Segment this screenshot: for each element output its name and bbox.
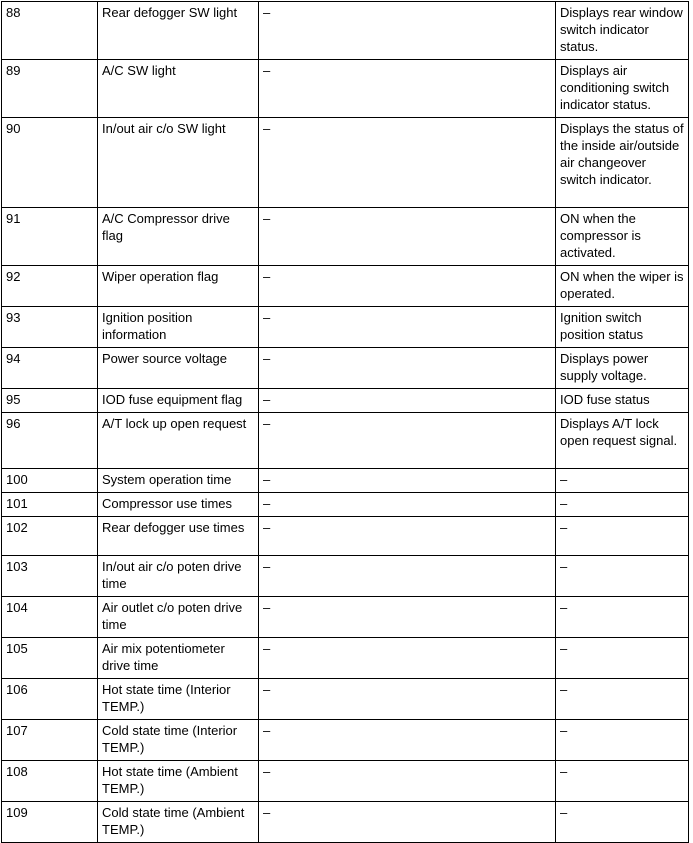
item-name: Ignition position information <box>98 307 259 348</box>
item-value: – <box>259 802 556 843</box>
item-name: A/C SW light <box>98 60 259 118</box>
item-value: – <box>259 556 556 597</box>
item-name: Air outlet c/o poten drive time <box>98 597 259 638</box>
item-value: – <box>259 266 556 307</box>
item-name: A/C Compressor drive flag <box>98 208 259 266</box>
item-name: IOD fuse equipment flag <box>98 389 259 413</box>
item-value: – <box>259 679 556 720</box>
table-row <box>2 208 689 266</box>
item-name: Wiper operation flag <box>98 266 259 307</box>
item-value: – <box>259 307 556 348</box>
item-number: 93 <box>2 307 98 348</box>
item-description: – <box>556 638 689 679</box>
item-value: – <box>259 761 556 802</box>
item-value: – <box>259 469 556 493</box>
item-description: ON when the compressor is activated. <box>556 208 689 266</box>
table-row <box>2 802 689 843</box>
item-value: – <box>259 118 556 208</box>
item-name: In/out air c/o poten drive time <box>98 556 259 597</box>
item-value: – <box>259 60 556 118</box>
item-name: Cold state time (Interior TEMP.) <box>98 720 259 761</box>
item-name: In/out air c/o SW light <box>98 118 259 208</box>
item-description: Displays rear window switch indicator status. <box>556 2 689 60</box>
table-row <box>2 307 689 348</box>
item-number: 109 <box>2 802 98 843</box>
item-number: 89 <box>2 60 98 118</box>
item-name: Compressor use times <box>98 493 259 517</box>
item-name: Cold state time (Ambient TEMP.) <box>98 802 259 843</box>
item-value: – <box>259 493 556 517</box>
table-row <box>2 118 689 208</box>
table-row <box>2 2 689 60</box>
table-row <box>2 469 689 493</box>
item-description: Displays air conditioning switch indicator status. <box>556 60 689 118</box>
item-name: Power source voltage <box>98 348 259 389</box>
item-name: Hot state time (Interior TEMP.) <box>98 679 259 720</box>
item-description: ON when the wiper is operated. <box>556 266 689 307</box>
item-number: 88 <box>2 2 98 60</box>
item-value: – <box>259 413 556 469</box>
table-row <box>2 493 689 517</box>
item-description: – <box>556 493 689 517</box>
item-number: 95 <box>2 389 98 413</box>
table-row <box>2 413 689 469</box>
table-row <box>2 60 689 118</box>
item-value: – <box>259 389 556 413</box>
table-row <box>2 389 689 413</box>
item-value: – <box>259 638 556 679</box>
item-name: Rear defogger use times <box>98 517 259 556</box>
item-number: 90 <box>2 118 98 208</box>
table-row <box>2 348 689 389</box>
item-name: A/T lock up open request <box>98 413 259 469</box>
item-description: Displays A/T lock open request signal. <box>556 413 689 469</box>
item-number: 100 <box>2 469 98 493</box>
data-table <box>1 1 689 843</box>
item-value: – <box>259 597 556 638</box>
item-number: 107 <box>2 720 98 761</box>
table-row <box>2 266 689 307</box>
item-name: Air mix potentiometer drive time <box>98 638 259 679</box>
item-value: – <box>259 2 556 60</box>
item-number: 108 <box>2 761 98 802</box>
item-name: Rear defogger SW light <box>98 2 259 60</box>
item-description: – <box>556 802 689 843</box>
item-description: – <box>556 679 689 720</box>
item-value: – <box>259 720 556 761</box>
item-name: Hot state time (Ambient TEMP.) <box>98 761 259 802</box>
item-number: 96 <box>2 413 98 469</box>
item-description: Displays power supply voltage. <box>556 348 689 389</box>
table-row <box>2 556 689 597</box>
item-description: – <box>556 517 689 556</box>
item-number: 105 <box>2 638 98 679</box>
item-description: – <box>556 761 689 802</box>
item-description: IOD fuse status <box>556 389 689 413</box>
item-value: – <box>259 208 556 266</box>
item-description: – <box>556 556 689 597</box>
item-name: System operation time <box>98 469 259 493</box>
item-description: Ignition switch position status <box>556 307 689 348</box>
table-body <box>2 2 689 843</box>
table-row <box>2 679 689 720</box>
item-description: – <box>556 720 689 761</box>
item-number: 102 <box>2 517 98 556</box>
item-value: – <box>259 517 556 556</box>
item-number: 103 <box>2 556 98 597</box>
table-row <box>2 517 689 556</box>
item-value: – <box>259 348 556 389</box>
table-row <box>2 597 689 638</box>
item-number: 91 <box>2 208 98 266</box>
item-description: – <box>556 597 689 638</box>
item-number: 94 <box>2 348 98 389</box>
item-number: 101 <box>2 493 98 517</box>
item-number: 104 <box>2 597 98 638</box>
item-number: 106 <box>2 679 98 720</box>
item-description: Displays the status of the inside air/outside air changeover switch indicator. <box>556 118 689 208</box>
item-description: – <box>556 469 689 493</box>
table-row <box>2 638 689 679</box>
table-row <box>2 761 689 802</box>
item-number: 92 <box>2 266 98 307</box>
table-row <box>2 720 689 761</box>
